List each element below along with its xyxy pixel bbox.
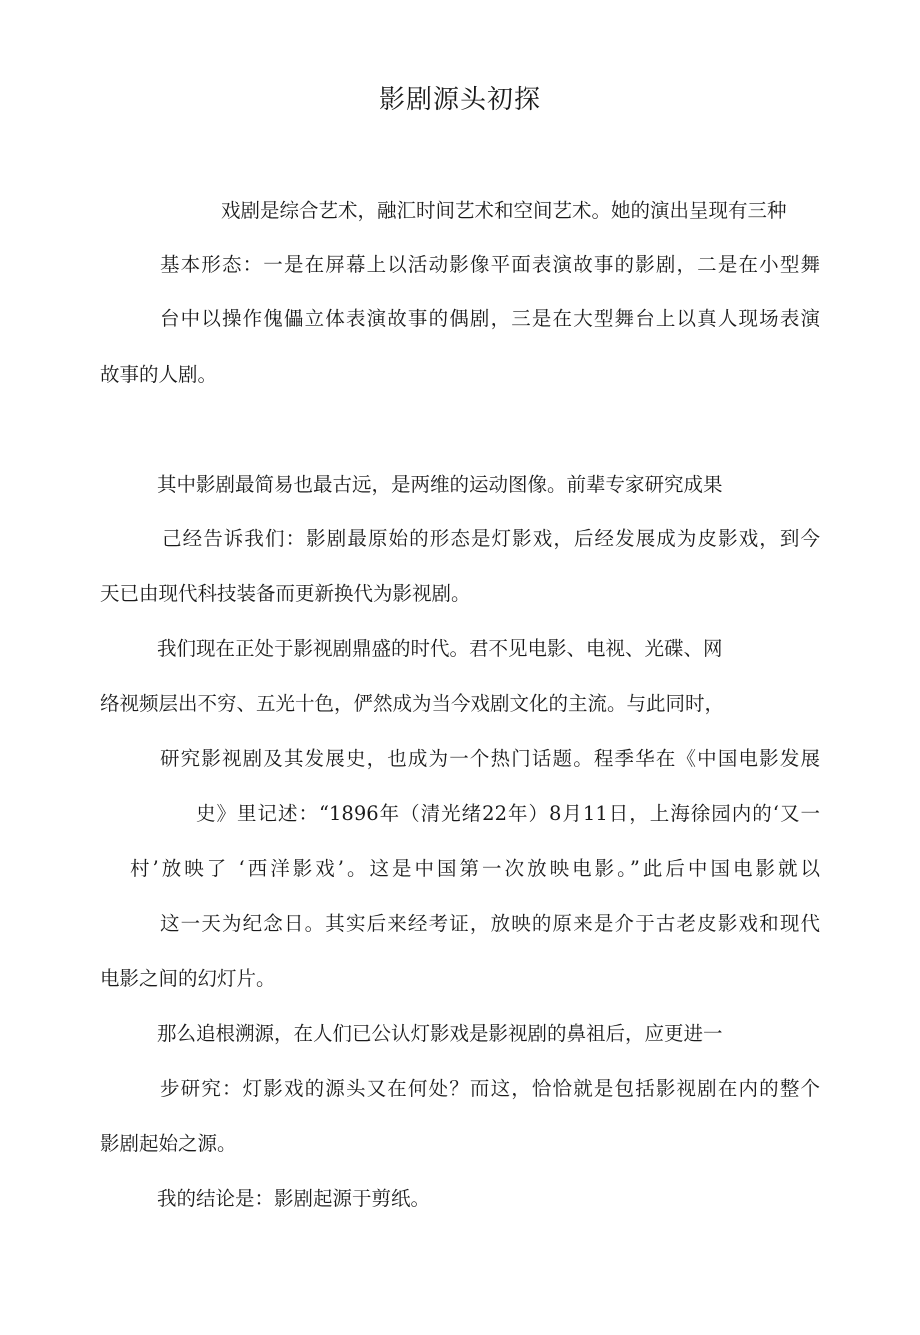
document-title: 影剧源头初探 (378, 85, 541, 115)
text-line: 影剧起始之源。 (100, 1132, 237, 1155)
text-line: 天已由现代科技装备而更新换代为影视剧。 (100, 582, 471, 605)
text-line: 这一天为纪念日。其实后来经考证，放映的原来是介于古老皮影戏和现代 (160, 912, 820, 935)
text-line: 其中影剧最简易也最古远，是两维的运动图像。前辈专家研究成果 (157, 473, 723, 496)
text-line: 络视频层出不穷、五光十色，俨然成为当今戏剧文化的主流。与此同时， (100, 692, 725, 715)
text-line: 己经告诉我们：影剧最原始的形态是灯影戏，后经发展成为皮影戏，到今 (162, 527, 820, 550)
text-line: 那么追根溯源，在人们已公认灯影戏是影视剧的鼻祖后，应更进一 (157, 1022, 723, 1045)
text-line: 步研究：灯影戏的源头又在何处？而这，恰恰就是包括影视剧在内的整个 (160, 1077, 820, 1100)
text-line: 研究影视剧及其发展史，也成为一个热门话题。程季华在《中国电影发展 (160, 747, 820, 770)
text-line: 故事的人剧。 (100, 363, 218, 386)
text-line: 电影之间的幻灯片。 (100, 967, 276, 990)
text-line: 戏剧是综合艺术，融汇时间艺术和空间艺术。她的演出呈现有三种 (221, 199, 787, 222)
text-line: 台中以操作傀儡立体表演故事的偶剧，三是在大型舞台上以真人现场表演 (160, 307, 820, 330)
text-line: 史》里记述：“1896年（清光绪22年）8月11日，上海徐园内的‘又一 (196, 802, 820, 825)
text-line: 我们现在正处于影视剧鼎盛的时代。君不见电影、电视、光碟、网 (157, 637, 723, 660)
text-line: 我的结论是：影剧起源于剪纸。 (157, 1187, 431, 1210)
text-line: 基本形态：一是在屏幕上以活动影像平面表演故事的影剧，二是在小型舞 (160, 253, 820, 276)
text-line: 村’放映了 ‘西洋影戏’。这是中国第一次放映电影。”此后中国电影就以 (130, 857, 820, 880)
